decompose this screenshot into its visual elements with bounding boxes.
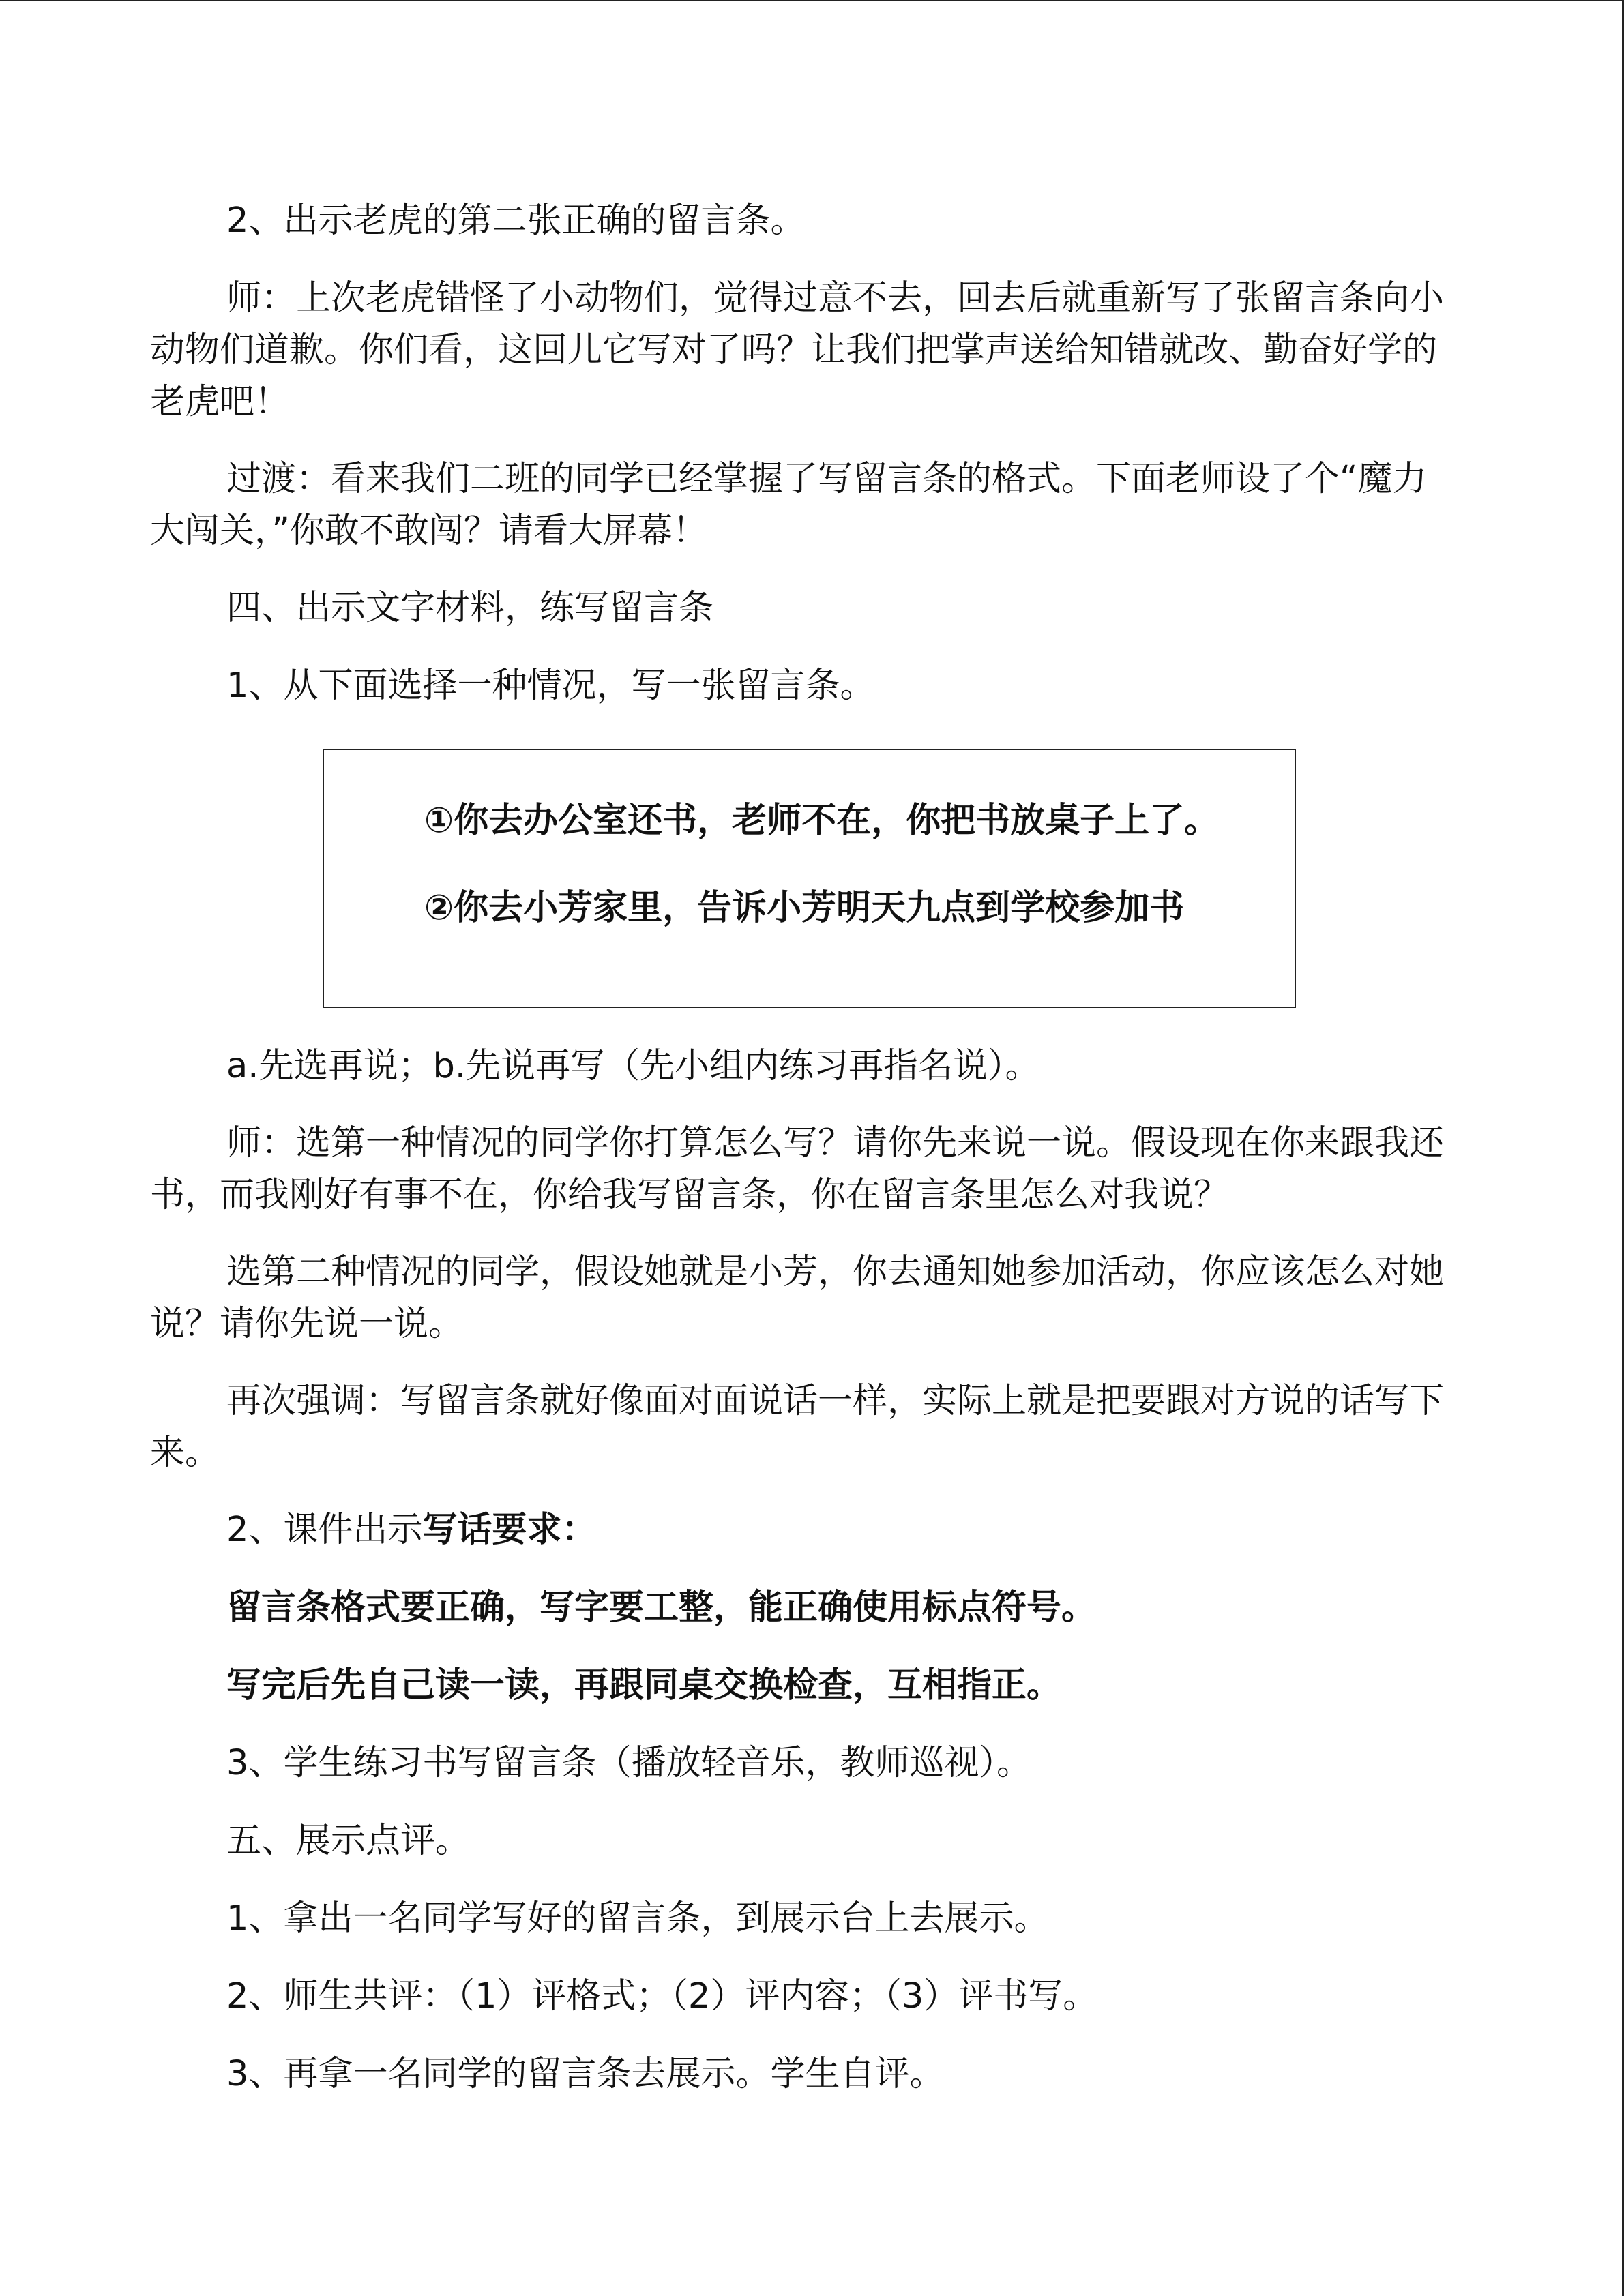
paragraph-teacher-question-1: 师：选第一种情况的同学你打算怎么写？请你先来说一说。假设现在你来跟我还书，而我刚好有事不在，你给我写留言条，你在留言条里怎么对我说？ — [150, 1123, 1445, 1215]
requirements-prefix: 2、课件出示 — [226, 1510, 423, 1550]
situation-item-1: ①你去办公室还书，老师不在，你把书放桌子上了。 — [424, 801, 1220, 841]
page-border-top — [0, 0, 1624, 1]
paragraph-show-2: 3、再拿一名同学的留言条去展示。学生自评。 — [226, 2054, 945, 2094]
requirement-line-2: 写完后先自己读一读，再跟同桌交换检查，互相指正。 — [226, 1665, 1062, 1705]
paragraph-teacher-intro: 师：上次老虎错怪了小动物们，觉得过意不去，回去后就重新写了张留言条向小动物们道歉。你们看，这回儿它写对了吗？让我们把掌声送给知错就改、勤奋好学的老虎吧！ — [150, 278, 1445, 422]
paragraph-teacher-question-2: 选第二种情况的同学，假设她就是小芳，你去通知她参加活动，你应该怎么对她说？请你先说一说。 — [150, 1252, 1445, 1344]
paragraph-co-evaluate: 2、师生共评：（1）评格式；（2）评内容；（3）评书写。 — [226, 1976, 1098, 2016]
paragraph-show-1: 1、拿出一名同学写好的留言条，到展示台上去展示。 — [226, 1898, 1049, 1939]
requirements-title: 写话要求： — [422, 1510, 597, 1550]
document-body — [150, 195, 1446, 2100]
section-heading-4: 四、出示文字材料，练写留言条 — [226, 588, 714, 628]
paragraph-requirements-heading — [150, 1504, 1446, 1556]
situation-box — [323, 749, 1296, 1008]
paragraph-emphasis: 再次强调：写留言条就好像面对面说话一样，实际上就是把要跟对方说的话写下来。 — [150, 1381, 1445, 1473]
paragraph-method: a.先选再说；b.先说再写（先小组内练习再指名说）。 — [226, 1046, 1040, 1086]
situation-item-2: ②你去小芳家里，告诉小芳明天九点到学校参加书 — [424, 888, 1185, 928]
paragraph-transition: 过渡：看来我们二班的同学已经掌握了写留言条的格式。下面老师设了个“魔力大闯关，”你敢不敢闯？请看大屏幕！ — [150, 459, 1428, 551]
section-heading-5: 五、展示点评。 — [226, 1821, 471, 1861]
paragraph-student-practice: 3、学生练习书写留言条（播放轻音乐，教师巡视）。 — [226, 1743, 1031, 1783]
requirement-line-1: 留言条格式要正确，写字要工整，能正确使用标点符号。 — [226, 1587, 1097, 1628]
paragraph-choose-situation: 1、从下面选择一种情况，写一张留言条。 — [226, 666, 875, 706]
paragraph-step-2: 2、出示老虎的第二张正确的留言条。 — [226, 200, 806, 241]
